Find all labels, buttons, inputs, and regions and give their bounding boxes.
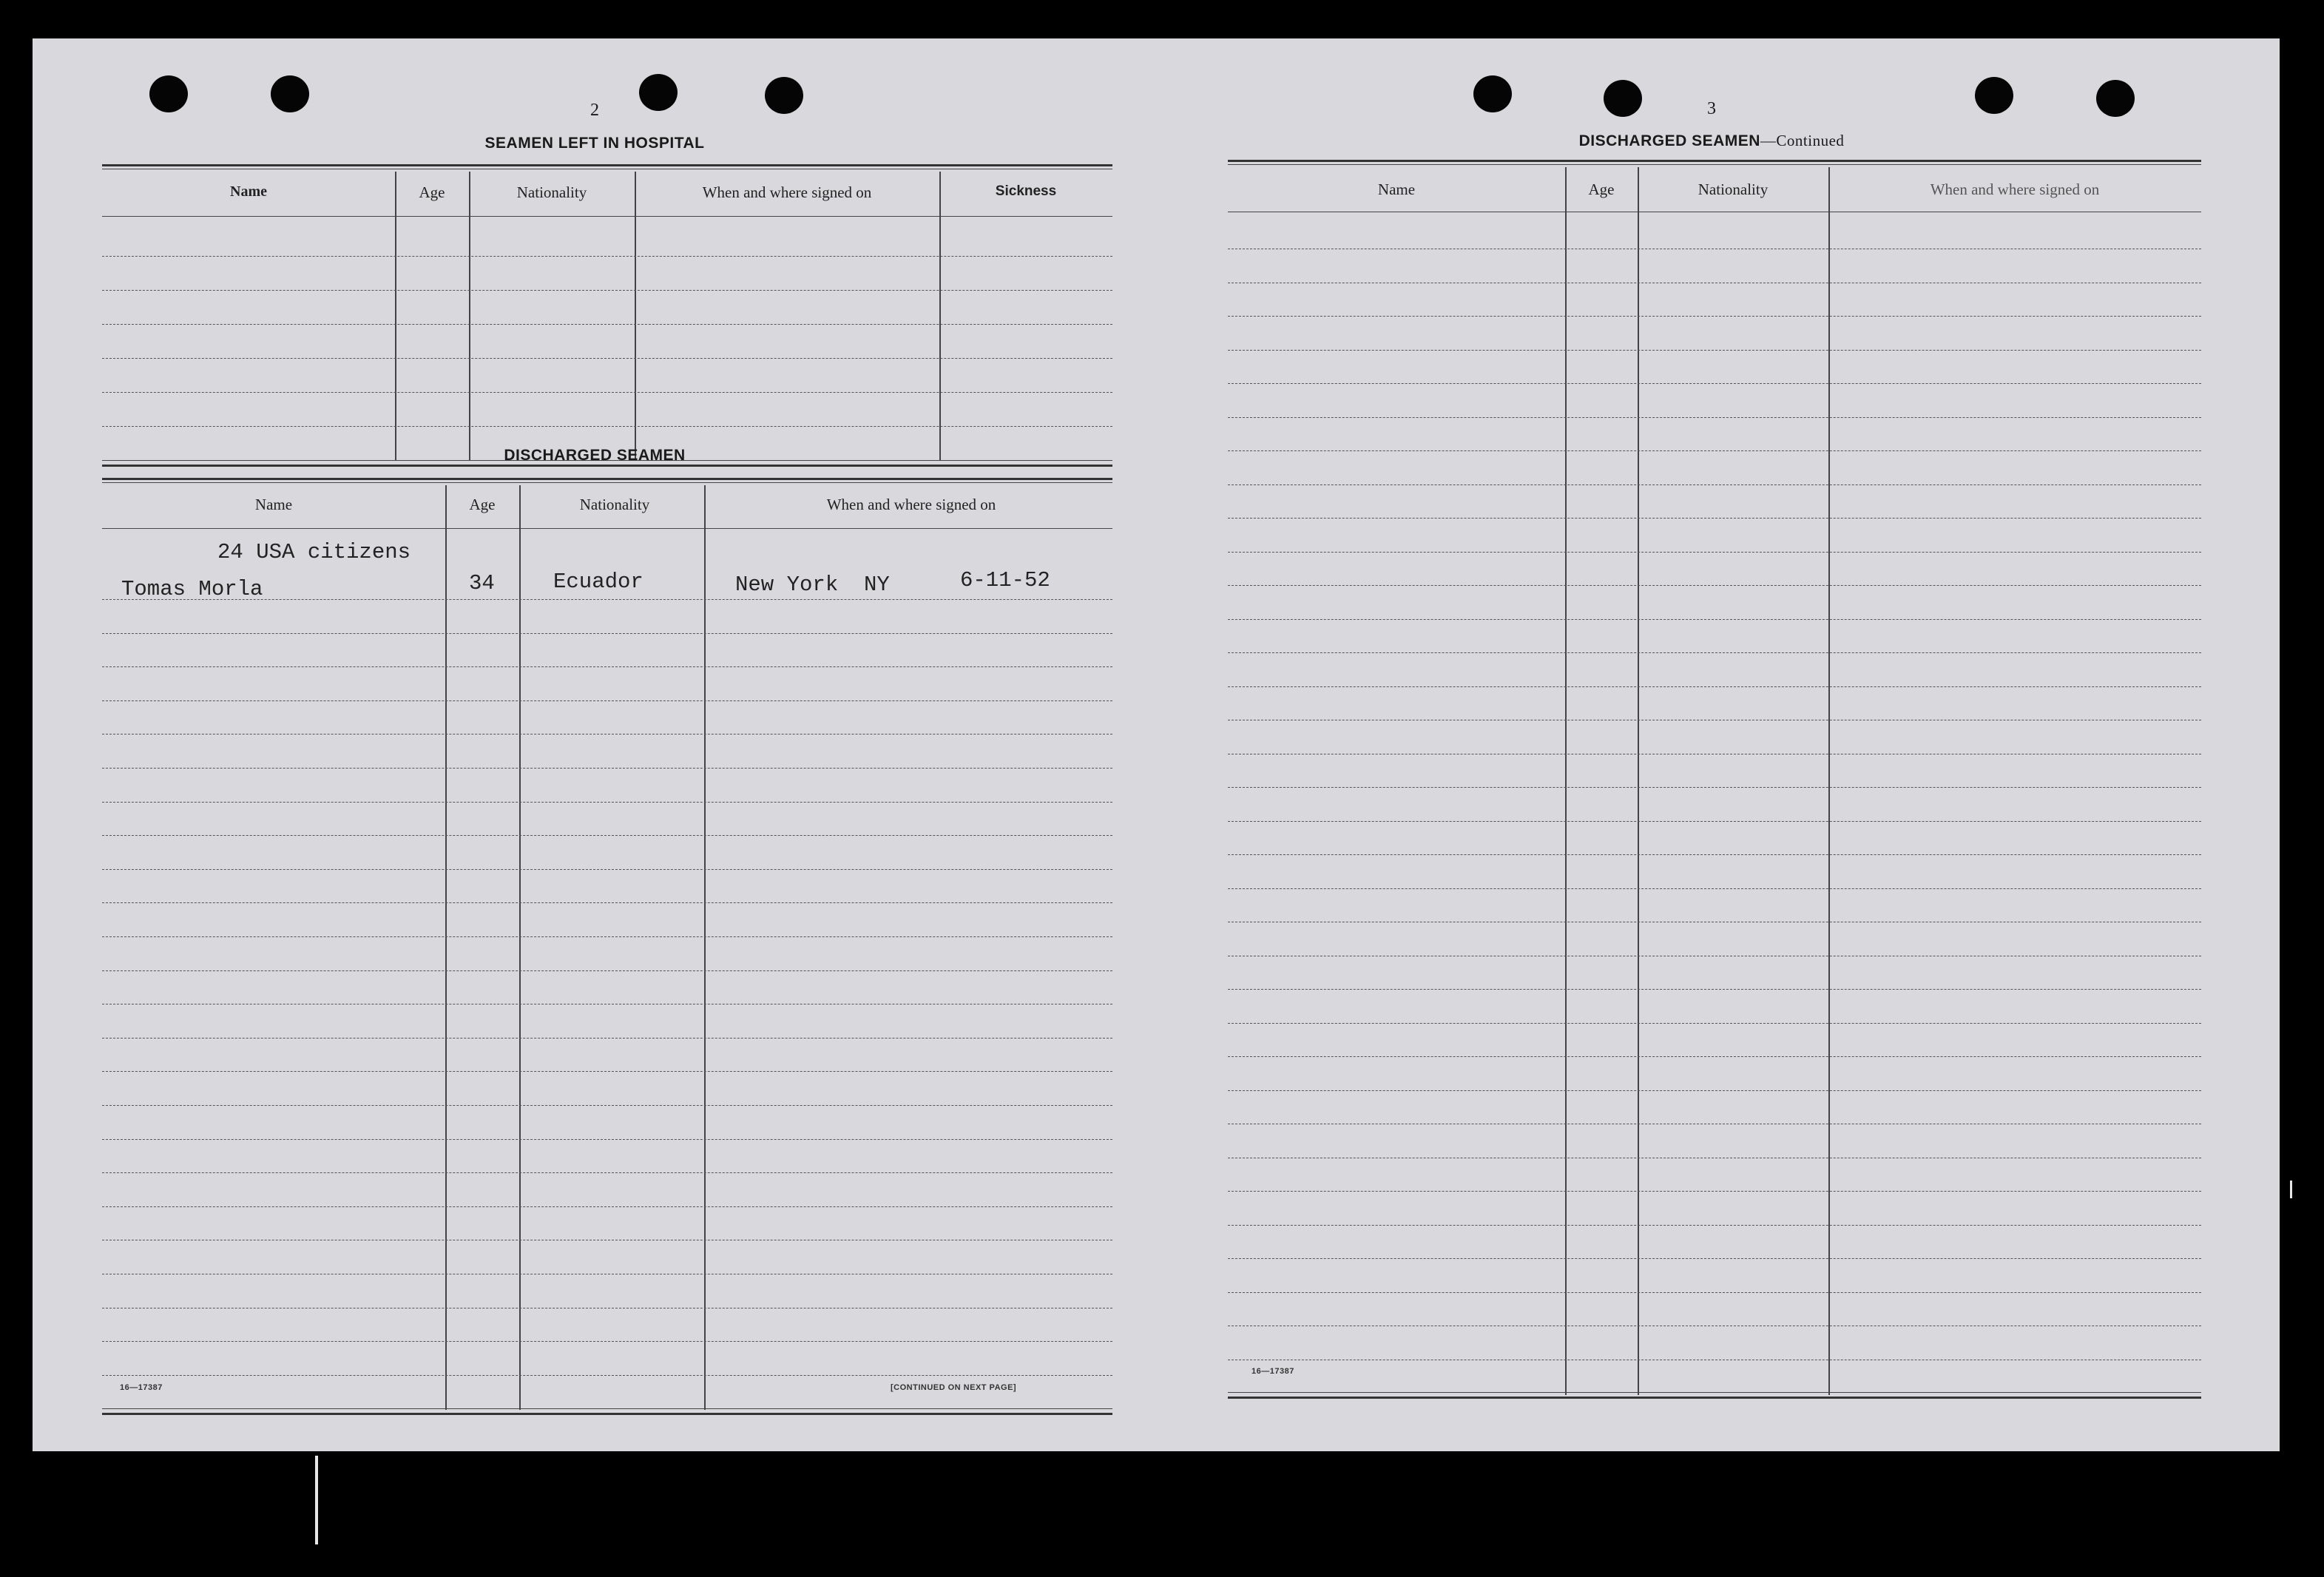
scan-artifact	[315, 1456, 318, 1544]
column-header-age: Age	[419, 183, 445, 201]
ruled-line	[102, 1038, 1112, 1039]
ruled-line	[1228, 350, 2201, 351]
column-header-name: Name	[230, 183, 267, 200]
column-header-when-where: When and where signed on	[826, 496, 996, 513]
page-number: 2	[590, 101, 599, 120]
title-text: DISCHARGED SEAMEN	[1578, 132, 1760, 149]
ruled-line	[1228, 652, 2201, 653]
ruled-line	[102, 768, 1112, 769]
ruled-line	[102, 1375, 1112, 1376]
column-header-nationality: Nationality	[516, 183, 587, 201]
column-header-when-where: When and where signed on	[1930, 180, 2100, 198]
form-number: 16—17387	[1251, 1367, 1294, 1376]
ruled-line	[1228, 854, 2201, 855]
punch-hole	[271, 75, 309, 112]
continued-note: [CONTINUED ON NEXT PAGE]	[891, 1383, 1017, 1392]
ruled-line	[102, 1172, 1112, 1173]
signed-on-place: New York NY	[735, 573, 890, 597]
ruled-line	[102, 1206, 1112, 1207]
ruled-line	[1228, 686, 2201, 687]
ruled-line	[102, 700, 1112, 701]
seaman-age: 34	[469, 571, 495, 595]
discharged-section-title: DISCHARGED SEAMEN	[504, 447, 686, 464]
ruled-line	[1228, 450, 2201, 451]
page-number: 3	[1707, 99, 1716, 118]
ruled-line	[102, 869, 1112, 870]
column-header-sickness: Sickness	[995, 183, 1057, 199]
ruled-line	[1228, 552, 2201, 553]
ruled-line	[102, 1341, 1112, 1342]
ruled-line	[102, 970, 1112, 971]
ruled-line	[1228, 383, 2201, 384]
ruled-line	[1228, 585, 2201, 586]
citizens-note: 24 USA citizens	[217, 540, 411, 564]
ruled-line	[1228, 888, 2201, 889]
column-header-name: Name	[1377, 180, 1416, 198]
scan-artifact	[2290, 1181, 2292, 1198]
punch-hole	[1975, 77, 2013, 114]
column-header-name: Name	[254, 496, 293, 513]
ruled-line	[1228, 619, 2201, 620]
title-suffix: —Continued	[1760, 132, 1845, 149]
hospital-section-title: SEAMEN LEFT IN HOSPITAL	[484, 135, 705, 152]
discharged-continued-title	[1482, 132, 1941, 150]
ruled-line	[102, 1105, 1112, 1106]
ruled-line	[102, 734, 1112, 735]
ruled-line	[1228, 484, 2201, 485]
ruled-line	[1228, 1023, 2201, 1024]
ruled-line	[1228, 1225, 2201, 1226]
column-header-age: Age	[1588, 180, 1615, 198]
ruled-line	[1228, 1056, 2201, 1057]
seaman-name: Tomas Morla	[121, 577, 263, 601]
ruled-line	[102, 902, 1112, 903]
column-header-nationality: Nationality	[1698, 180, 1769, 198]
ruled-line	[1228, 417, 2201, 418]
punch-hole	[1604, 80, 1642, 117]
column-header-age: Age	[469, 496, 496, 513]
ruled-line	[102, 1139, 1112, 1140]
ruled-line	[102, 936, 1112, 937]
ruled-line	[1228, 316, 2201, 317]
ruled-line	[1228, 821, 2201, 822]
ruled-line	[1228, 518, 2201, 519]
punch-hole	[149, 75, 188, 112]
ruled-line	[102, 666, 1112, 667]
ruled-line	[1228, 1258, 2201, 1259]
column-header-nationality: Nationality	[579, 496, 650, 513]
signed-on-date: 6-11-52	[960, 568, 1050, 592]
ruled-line	[1228, 787, 2201, 788]
punch-hole	[639, 74, 678, 111]
ruled-line	[102, 802, 1112, 803]
column-header-when-where: When and where signed on	[702, 183, 872, 201]
ruled-line	[102, 633, 1112, 634]
punch-hole	[2096, 80, 2135, 117]
ruled-line	[102, 1071, 1112, 1072]
seaman-nationality: Ecuador	[553, 570, 644, 594]
document-sheet	[33, 38, 2280, 1451]
punch-hole	[1473, 75, 1512, 112]
ruled-line	[1228, 989, 2201, 990]
ruled-line	[1228, 1191, 2201, 1192]
ruled-line	[1228, 1090, 2201, 1091]
ruled-line	[102, 835, 1112, 836]
punch-hole	[765, 77, 803, 114]
ruled-line	[1228, 1292, 2201, 1293]
form-number: 16—17387	[120, 1383, 163, 1392]
